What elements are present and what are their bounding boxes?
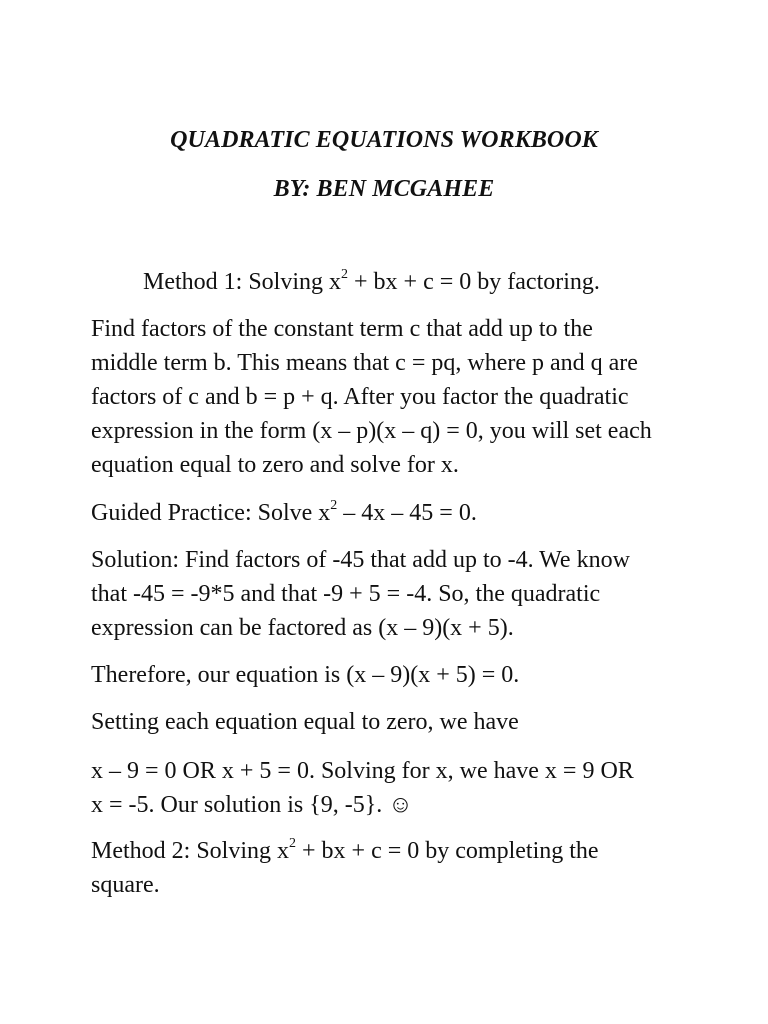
paragraph-line: Find factors of the constant term c that add up to the	[91, 316, 593, 342]
method2-line2: square.	[91, 872, 160, 898]
method1-suffix: + bx + c = 0 by factoring.	[348, 269, 600, 295]
method1-prefix: Method 1: Solving x	[143, 269, 342, 295]
workbook-title: QUADRATIC EQUATIONS WORKBOOK	[170, 127, 598, 153]
paragraph-line: middle term b. This means that c = pq, where p and q are	[91, 350, 638, 376]
therefore-text: Therefore, our equation is (x – 9)(x + 5) = 0.	[91, 662, 520, 688]
method2-heading	[91, 834, 691, 902]
solution-paragraph	[91, 543, 691, 645]
guided-suffix: – 4x – 45 = 0.	[337, 500, 477, 526]
solution-line: Solution: Find factors of -45 that add up to -4. We know	[91, 547, 630, 573]
paragraph-line: expression in the form (x – p)(x – q) = 0, you will set each	[91, 418, 652, 444]
method1-exponent: 2	[341, 267, 349, 282]
solution-line: expression can be factored as (x – 9)(x + 5).	[91, 615, 514, 641]
guided-prefix: Guided Practice: Solve x	[91, 500, 331, 526]
paragraph-line: equation equal to zero and solve for x.	[91, 452, 459, 478]
solve-line: x – 9 = 0 OR x + 5 = 0. Solving for x, we have x = 9 OR	[91, 758, 634, 784]
method2-prefix: Method 2: Solving x	[91, 838, 290, 864]
author-line: BY: BEN MCGAHEE	[273, 176, 495, 202]
setting-text: Setting each equation equal to zero, we have	[91, 709, 519, 735]
paragraph-line: factors of c and b = p + q. After you factor the quadratic	[91, 384, 629, 410]
solve-line: x = -5. Our solution is {9, -5}. ☺	[91, 792, 413, 818]
solve-x-paragraph	[91, 754, 691, 822]
setting-line	[91, 705, 691, 739]
guided-practice	[91, 496, 691, 530]
method2-exponent: 2	[289, 836, 297, 851]
guided-exponent: 2	[330, 498, 338, 513]
method2-suffix: + bx + c = 0 by completing the	[296, 838, 599, 864]
therefore-line	[91, 658, 691, 692]
method1-heading	[143, 265, 743, 299]
method1-explanation	[91, 312, 691, 482]
solution-line: that -45 = -9*5 and that -9 + 5 = -4. So, the quadratic	[91, 581, 601, 607]
